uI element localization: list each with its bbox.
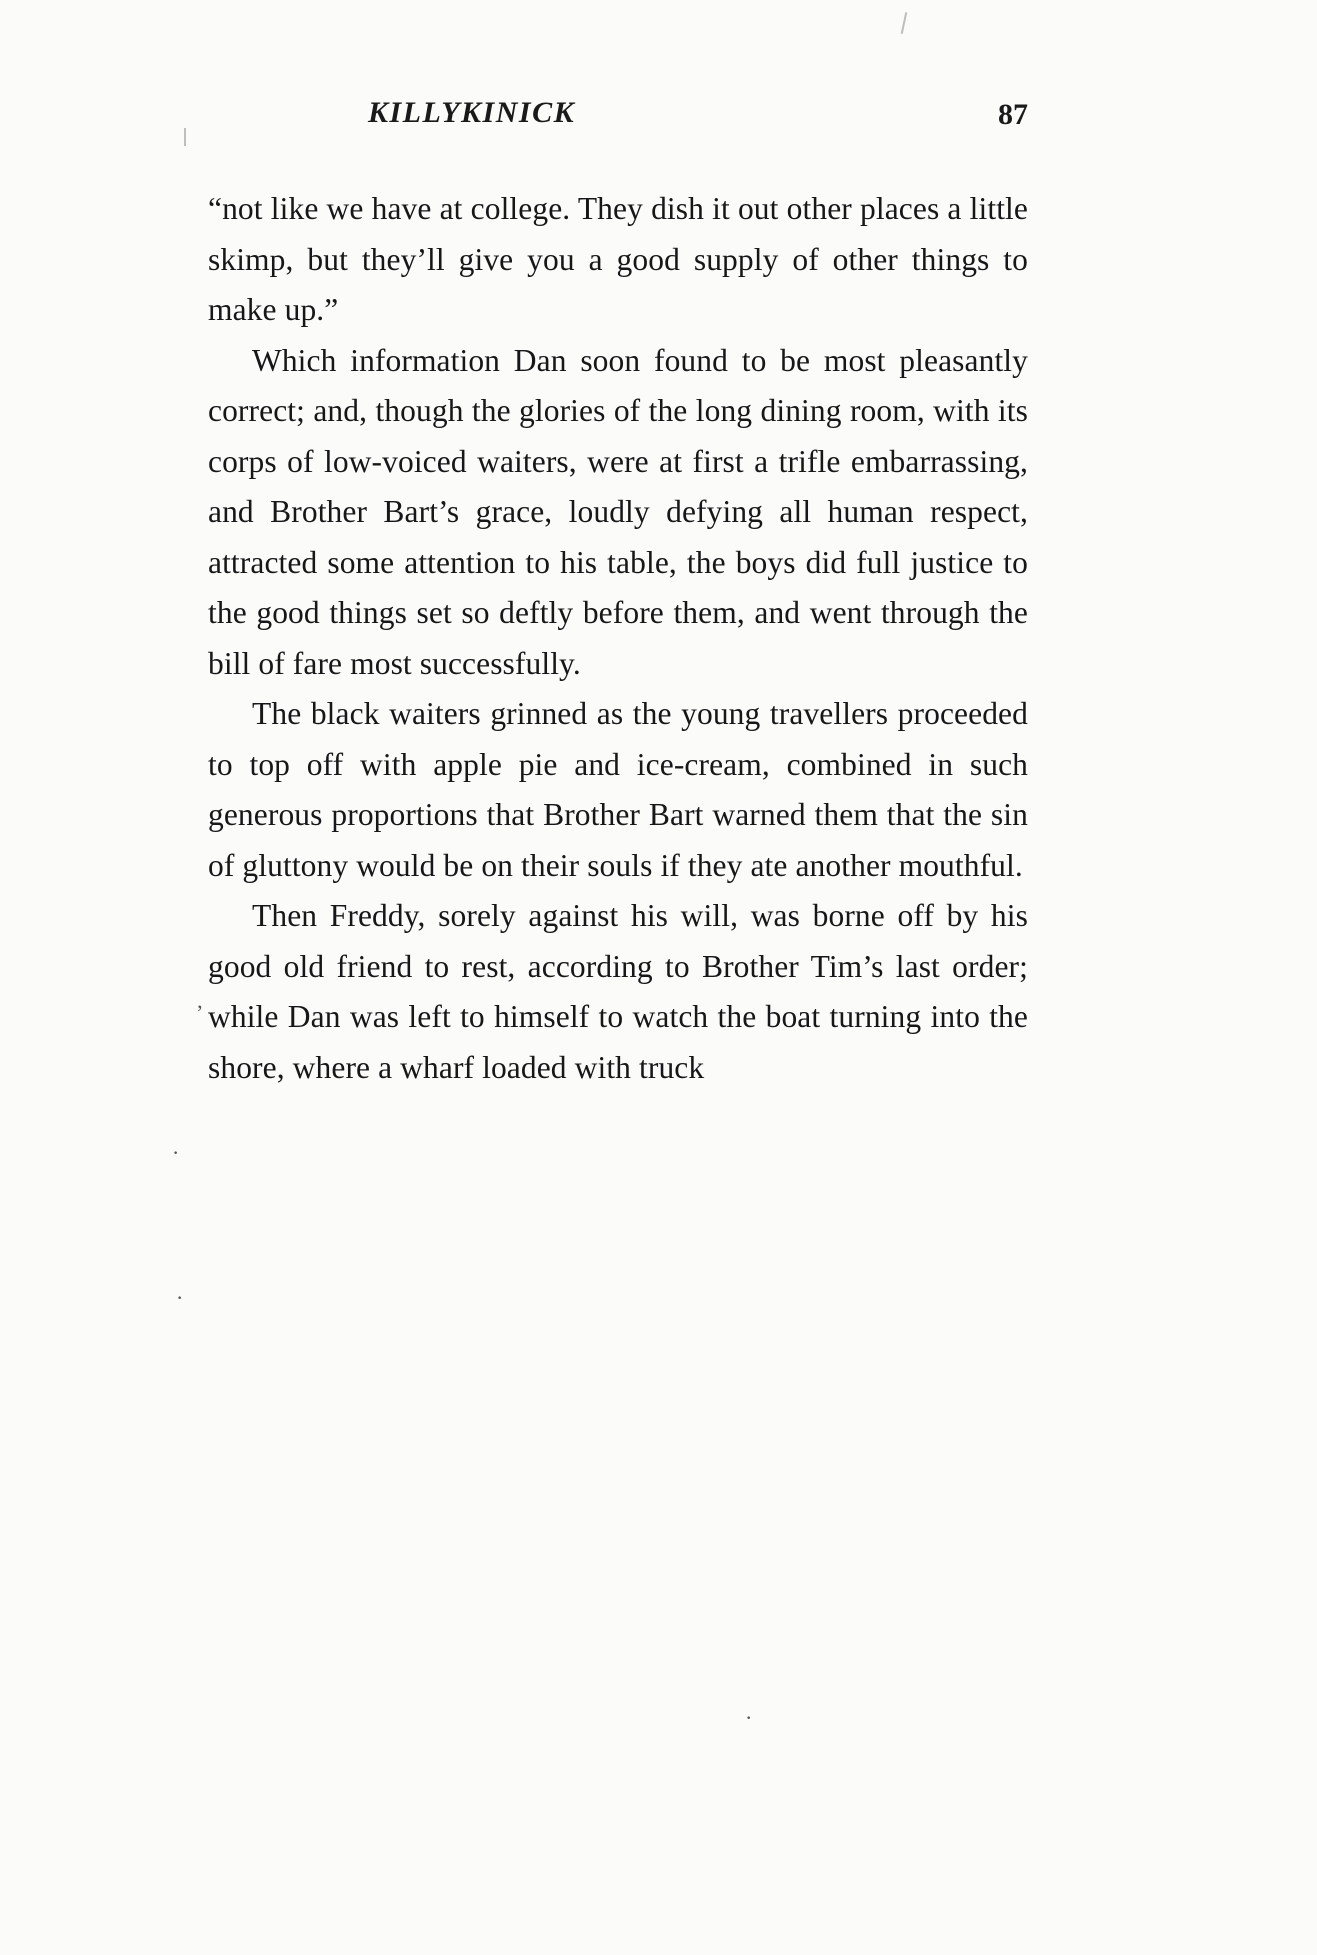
paragraph: Which information Dan soon found to be most pleasantly correct; and, though the glories of the long dining room, with its corps of low-voiced waiters, were at first a trifle embarrassing, and Brother Bart’s grace, loudly defying all human respect, attracted some attention to his table, the boys did full justice to the good things set so deftly before them, and went through the bill of fare most successfully.	[208, 342, 1028, 681]
paragraph: The black waiters grinned as the young travellers proceeded to top off with apple pie and ice-cream, combined in such generous proportions that Brother Bart warned them that the sin of gluttony would be on their souls if they ate another mouthful.	[208, 696, 1028, 883]
page-number: 87	[998, 98, 1028, 131]
running-title: KILLYKINICK	[368, 96, 576, 129]
stray-apostrophe-mark: ’	[196, 1000, 204, 1025]
scan-speck	[184, 128, 186, 146]
paragraph: Then Freddy, sorely against his will, was borne off by his good old friend to rest, according to Brother Tim’s last order; while Dan was left to himself to watch the boat turning into the shore, where a wharf loaded with truck	[208, 898, 1028, 1085]
stray-tick-mark: ·	[745, 1705, 753, 1730]
scan-speck	[901, 12, 908, 34]
page-content	[208, 96, 1028, 1093]
margin-tick-mark: ·	[176, 1285, 184, 1310]
running-head	[208, 96, 1028, 148]
paragraph: “not like we have at college. They dish it out other places a little skimp, but they’ll give you a good supply of other things to make up.”	[208, 191, 1028, 327]
margin-tick-mark: ·	[172, 1140, 180, 1165]
body-text	[208, 184, 1028, 1093]
